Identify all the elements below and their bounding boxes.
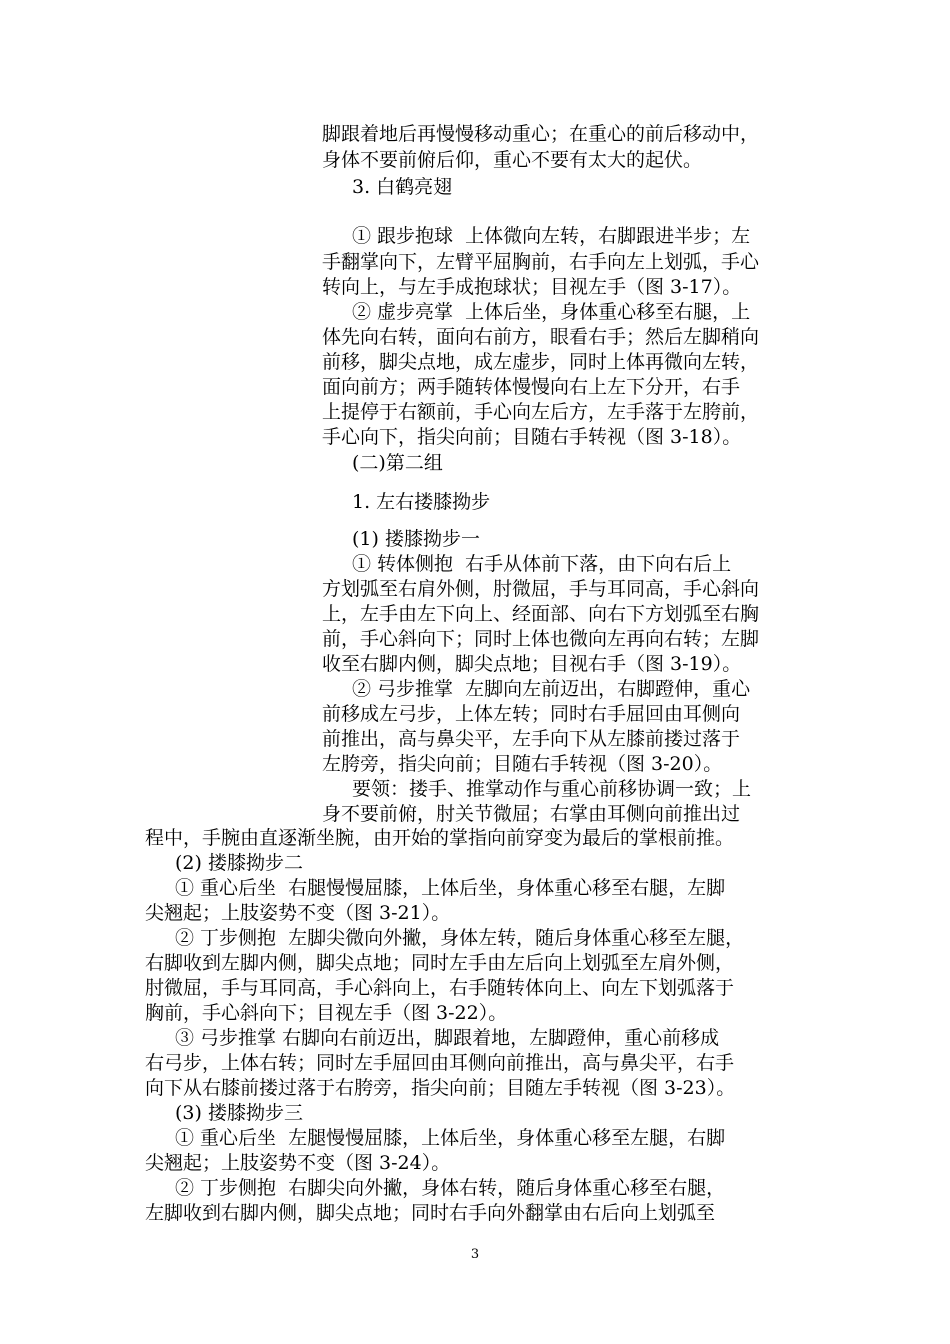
text-line: 尖翘起；上肢姿势不变（图 3-24）。 bbox=[145, 1152, 451, 1174]
text-line: 收至右脚内侧，脚尖点地；目视右手（图 3-19）。 bbox=[322, 653, 742, 675]
text-line: 要领：搂手、推掌动作与重心前移协调一致；上 bbox=[352, 778, 752, 800]
text-line: 方划弧至右肩外侧，肘微屈，手与耳同高，手心斜向 bbox=[322, 578, 760, 600]
subsection-heading: (3) 搂膝拗步三 bbox=[175, 1102, 303, 1124]
text-line: 手翻掌向下，左臂平屈胸前，右手向左上划弧，手心 bbox=[322, 251, 760, 273]
subsection-heading: (2) 搂膝拗步二 bbox=[175, 852, 303, 874]
text-line: 肘微屈，手与耳同高，手心斜向上，右手随转体向上、向左下划弧落于 bbox=[145, 977, 735, 999]
text-line: 脚跟着地后再慢慢移动重心；在重心的前后移动中， bbox=[322, 123, 760, 145]
text-line: ② 弓步推掌 左脚向左前迈出，右脚蹬伸，重心 bbox=[352, 678, 751, 700]
text-line: 右脚收到左脚内侧，脚尖点地；同时左手由左后向上划弧至左肩外侧， bbox=[145, 952, 735, 974]
text-line: 上提停于右额前，手心向左后方，左手落于左胯前， bbox=[322, 401, 760, 423]
text-line: 向下从右膝前搂过落于右胯旁，指尖向前；目随左手转视（图 3-23）。 bbox=[145, 1077, 736, 1099]
text-line: ① 重心后坐 右腿慢慢屈膝，上体后坐，身体重心移至右腿，左脚 bbox=[175, 877, 726, 899]
text-line: 转向上，与左手成抱球状；目视左手（图 3-17）。 bbox=[322, 276, 742, 298]
text-line: 体先向右转，面向右前方，眼看右手；然后左脚稍向 bbox=[322, 326, 760, 348]
page-number: 3 bbox=[470, 1247, 480, 1262]
section-heading: 3. 白鹤亮翅 bbox=[352, 176, 453, 198]
text-line: 胸前，手心斜向下；目视左手（图 3-22）。 bbox=[145, 1002, 508, 1024]
text-line: ① 转体侧抱 右手从体前下落，由下向右后上 bbox=[352, 553, 732, 575]
text-line: 左脚收到右脚内侧，脚尖点地；同时右手向外翻掌由右后向上划弧至 bbox=[145, 1202, 716, 1224]
text-line: 面向前方；两手随转体慢慢向右上左下分开，右手 bbox=[322, 376, 741, 398]
text-line: 手心向下，指尖向前；目随右手转视（图 3-18）。 bbox=[322, 426, 742, 448]
text-line: 左胯旁，指尖向前；目随右手转视（图 3-20）。 bbox=[322, 753, 723, 775]
text-line: ② 丁步侧抱 右脚尖向外撇，身体右转，随后身体重心移至右腿， bbox=[175, 1177, 726, 1199]
text-line: ① 跟步抱球 上体微向左转，右脚跟进半步；左 bbox=[352, 225, 751, 247]
section-heading: 1. 左右搂膝拗步 bbox=[352, 491, 491, 513]
text-line: 前推出，高与鼻尖平，左手向下从左膝前搂过落于 bbox=[322, 728, 741, 750]
text-line: ② 丁步侧抱 左脚尖微向外撇，身体左转，随后身体重心移至左腿， bbox=[175, 927, 745, 949]
text-line: 右弓步，上体右转；同时左手屈回由耳侧向前推出，高与鼻尖平，右手 bbox=[145, 1052, 735, 1074]
text-line: ③ 弓步推掌 右脚向右前迈出，脚跟着地，左脚蹬伸，重心前移成 bbox=[175, 1027, 720, 1049]
text-line: ② 虚步亮掌 上体后坐，身体重心移至右腿，上 bbox=[352, 301, 751, 323]
text-line: 身体不要前俯后仰，重心不要有太大的起伏。 bbox=[322, 149, 703, 171]
section-heading: (二)第二组 bbox=[352, 452, 443, 474]
text-line: 尖翘起；上肢姿势不变（图 3-21）。 bbox=[145, 902, 451, 924]
subsection-heading: (1) 搂膝拗步一 bbox=[352, 528, 480, 550]
text-line: 前移成左弓步，上体左转；同时右手屈回由耳侧向 bbox=[322, 703, 741, 725]
text-line: 前移，脚尖点地，成左虚步，同时上体再微向左转， bbox=[322, 351, 760, 373]
text-line: 身不要前俯，肘关节微屈；右掌由耳侧向前推出过 bbox=[322, 803, 741, 825]
text-line: 程中，手腕由直逐渐坐腕，由开始的掌指向前穿变为最后的掌根前推。 bbox=[145, 827, 735, 849]
text-line: ① 重心后坐 左腿慢慢屈膝，上体后坐，身体重心移至左腿，右脚 bbox=[175, 1127, 726, 1149]
text-line: 前，手心斜向下；同时上体也微向左再向右转；左脚 bbox=[322, 628, 760, 650]
text-line: 上，左手由左下向上、经面部、向右下方划弧至右胸 bbox=[322, 603, 760, 625]
